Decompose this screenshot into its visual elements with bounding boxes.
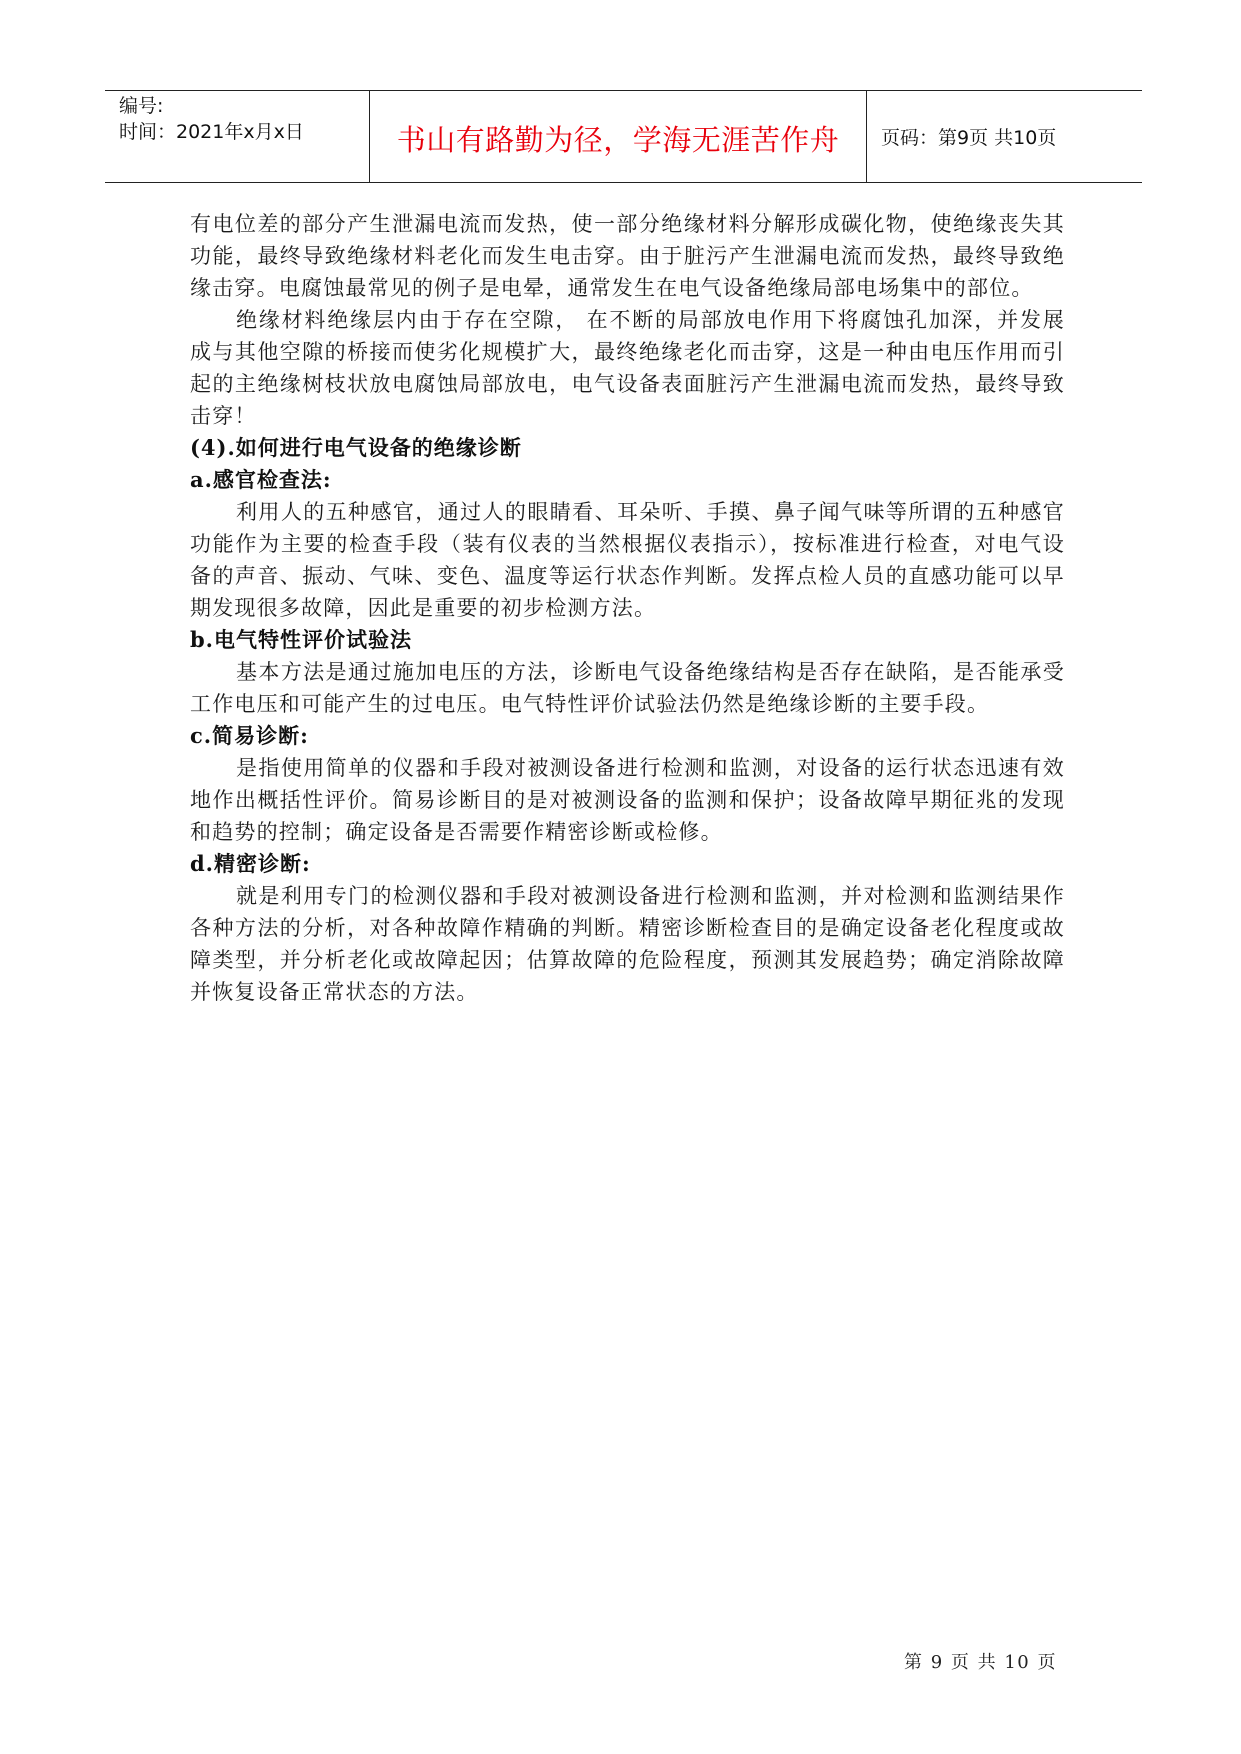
motto-text: 书山有路勤为径，学海无涯苦作舟 bbox=[396, 122, 840, 157]
header-motto-cell bbox=[370, 91, 867, 182]
header-page-cell bbox=[867, 91, 1142, 182]
page-footer: 第 9 页 共 10 页 bbox=[904, 1652, 1057, 1673]
time-label: 时间：2021年x月x日 bbox=[119, 121, 304, 143]
document-body bbox=[190, 208, 1065, 1008]
subheading-precise-diagnosis: d.精密诊断: bbox=[190, 851, 311, 876]
subheading-simple-diagnosis: c.简易诊断: bbox=[190, 723, 309, 748]
page-header bbox=[105, 90, 1142, 183]
page-label: 页码：第9页 共10页 bbox=[881, 127, 1057, 149]
paragraph-precise-diagnosis: 就是利用专门的检测仪器和手段对被测设备进行检测和监测，并对检测和监测结果作各种方法的分析，对各种故障作精确的判断。精密诊断检查目的是确定设备老化程度或故障类型，并分析老化或故障起因；估算故障的危险程度，预测其发展趋势；确定消除故障并恢复设备正常状态的方法。 bbox=[190, 884, 1065, 1004]
paragraph-sensory-check: 利用人的五种感官，通过人的眼睛看、耳朵听、手摸、鼻子闻气味等所谓的五种感官功能作为主要的检查手段（装有仪表的当然根据仪表指示），按标准进行检查，对电气设备的声音、振动、气味、变色、温度等运行状态作判断。发挥点检人员的直感功能可以早期发现很多故障，因此是重要的初步检测方法。 bbox=[190, 500, 1065, 620]
header-info-cell bbox=[105, 91, 370, 182]
paragraph-insulation-gaps: 绝缘材料绝缘层内由于存在空隙， 在不断的局部放电作用下将腐蚀孔加深，并发展成与其他空隙的桥接而使劣化规模扩大，最终绝缘老化而击穿，这是一种由电压作用而引起的主绝缘树枝状放电腐蚀局部放电，电气设备表面脏污产生泄漏电流而发热，最终导致击穿！ bbox=[190, 308, 1065, 428]
paragraph-electrical-test: 基本方法是通过施加电压的方法，诊断电气设备绝缘结构是否存在缺陷，是否能承受工作电压和可能产生的过电压。电气特性评价试验法仍然是绝缘诊断的主要手段。 bbox=[190, 660, 1065, 716]
doc-number-label: 编号: bbox=[119, 95, 164, 117]
section-heading-diagnosis: (4).如何进行电气设备的绝缘诊断 bbox=[190, 435, 522, 460]
subheading-sensory-check: a.感官检查法: bbox=[190, 467, 332, 492]
paragraph-continuation: 有电位差的部分产生泄漏电流而发热，使一部分绝缘材料分解形成碳化物，使绝缘丧失其功能，最终导致绝缘材料老化而发生电击穿。由于脏污产生泄漏电流而发热，最终导致绝缘击穿。电腐蚀最常见的例子是电晕，通常发生在电气设备绝缘局部电场集中的部位。 bbox=[190, 212, 1065, 300]
paragraph-simple-diagnosis: 是指使用简单的仪器和手段对被测设备进行检测和监测，对设备的运行状态迅速有效地作出概括性评价。简易诊断目的是对被测设备的监测和保护；设备故障早期征兆的发现和趋势的控制；确定设备是否需要作精密诊断或检修。 bbox=[190, 756, 1065, 844]
subheading-electrical-test: b.电气特性评价试验法 bbox=[190, 627, 412, 652]
